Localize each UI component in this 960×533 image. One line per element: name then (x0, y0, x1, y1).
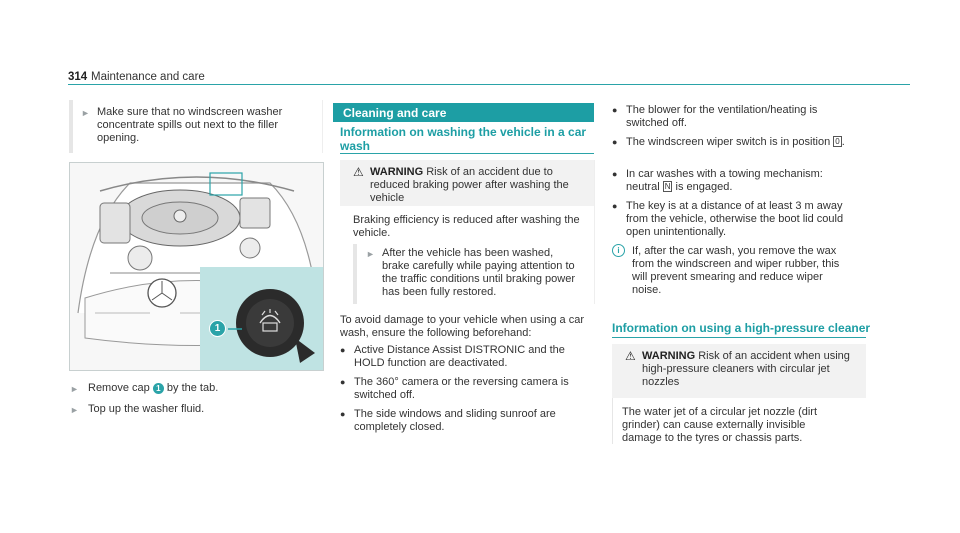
subheading-2: Information on using a high-pressure cleaner (612, 321, 871, 335)
bullet-item: Active Distance Assist DISTRONIC and the HOLD function are deactivated. (354, 344, 565, 369)
info-text: If, after the car wash, you remove the wax from the windscreen and wiper rubber, this will prevent smearing and reduce wiper noise. (632, 245, 840, 296)
step1-text: Remove cap (88, 382, 150, 394)
bullet-icon: ● (340, 377, 346, 387)
chapter-title: Maintenance and care (91, 71, 205, 83)
bullet-icon: ● (612, 201, 618, 211)
warning-body: The water jet of a circular jet nozzle (dirt grinder) can cause externally invisible damage to the tyres or chassis parts. (622, 406, 818, 444)
arrow-icon: ► (70, 384, 79, 394)
warning-block-2 (612, 344, 866, 444)
bullet-icon: ● (612, 105, 618, 115)
section-title: Cleaning and care (343, 106, 447, 120)
bullet-icon: ● (340, 409, 346, 419)
arrow-icon: ► (366, 249, 375, 259)
warning-text: Risk of an accident when using high-pressure cleaners with circular jet nozzles (642, 350, 850, 388)
warning-label: WARNING (370, 166, 424, 178)
engine-bay-figure (69, 162, 324, 371)
bullet-item: The key is at a distance of at least 3 m away from the vehicle, otherwise the boot lid could open unintentionally. (626, 200, 844, 238)
callout-badge: 1 (153, 383, 164, 394)
bullet-item: The side windows and sliding sunroof are completely closed. (354, 408, 556, 433)
warning-body: Braking efficiency is reduced after washing the vehicle. (353, 214, 580, 239)
gear-key: N (664, 182, 671, 191)
bullet-item: The windscreen wiper switch is in position (626, 136, 831, 148)
bullet-icon: ● (340, 345, 346, 355)
subheading-rule (612, 337, 866, 338)
note-block (69, 100, 323, 153)
info-icon: i (612, 244, 625, 257)
warning-label: WARNING (642, 350, 696, 362)
bullet-icon: ● (612, 169, 618, 179)
warning-icon: ⚠ (353, 165, 364, 179)
bullet-item: In car washes with a towing mechanism: neutral (626, 168, 823, 193)
section-title-bar (333, 103, 594, 122)
switch-position-key: 0 (835, 137, 840, 146)
instruction-text: Make sure that no windscreen washer concentrate spills out next to the filler opening. (97, 106, 283, 144)
arrow-icon: ► (81, 108, 90, 118)
callout-marker: 1 (209, 320, 226, 337)
engine-illustration (70, 163, 323, 370)
subheading: Information on washing the vehicle in a car wash (340, 125, 587, 153)
subheading-rule (340, 153, 594, 154)
bullet-item: The 360° camera or the reversing camera is switched off. (354, 376, 569, 401)
step2-text: Top up the washer fluid. (88, 403, 205, 415)
step1-text-end: by the tab. (166, 382, 219, 394)
warning-instruction: After the vehicle has been washed, brake carefully while paying attention to the traffic conditions until braking power has been fully restored. (382, 247, 576, 298)
header-rule (68, 84, 910, 85)
warning-block (340, 160, 595, 304)
intro-text: To avoid damage to your vehicle when using a car wash, ensure the following beforehand: (340, 314, 584, 339)
page-number: 314 (68, 71, 88, 83)
bullet-item: The blower for the ventilation/heating is switched off. (626, 104, 818, 129)
arrow-icon: ► (70, 405, 79, 415)
warning-icon: ⚠ (625, 349, 636, 363)
bullet-icon: ● (612, 137, 618, 147)
warning-text: Risk of an accident due to reduced braking power after washing the vehicle (370, 166, 569, 204)
